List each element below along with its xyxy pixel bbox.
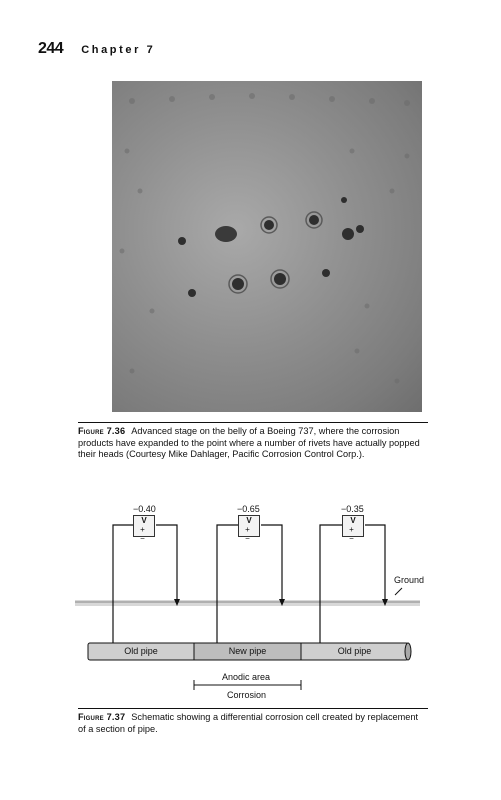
page-number: 244: [38, 40, 64, 57]
voltmeter-polarity: + −: [349, 525, 357, 543]
voltmeter-symbol: V: [350, 516, 356, 525]
photo-rivets: [112, 81, 422, 412]
figure-label: Figure 7.36: [78, 426, 126, 436]
figure-label: Figure 7.37: [78, 712, 126, 722]
pipe-section-old-right: Old pipe: [337, 646, 372, 656]
voltmeter-polarity: + −: [245, 525, 253, 543]
anodic-area-label: Anodic area: [222, 672, 271, 682]
corrosion-photo: [112, 81, 422, 412]
caption-text: Advanced stage on the belly of a Boeing 737, where the corrosion products have expanded to the point where a number of rivets have actually popped their heads (Courtesy Mike Dahlager, Pacific Corrosion Control Corp.).: [78, 426, 420, 459]
figure-7-36-caption: [78, 422, 428, 461]
voltmeter-symbol: V: [246, 516, 252, 525]
corrosion-label: Corrosion: [227, 690, 267, 700]
voltmeter-symbol: V: [141, 516, 147, 525]
voltmeter-3: [342, 515, 364, 543]
figure-7-37-caption: [78, 708, 428, 735]
meter-reading-1: −0.40: [133, 504, 156, 514]
corrosion-cell-schematic: [70, 495, 440, 705]
voltmeter-1: [133, 515, 155, 543]
meter-reading-3: −0.35: [341, 504, 364, 514]
page-header: [38, 40, 155, 60]
pipe-section-new: New pipe: [228, 646, 267, 656]
caption-text: Schematic showing a differential corrosion cell created by replacement of a section of pipe.: [78, 712, 419, 734]
ground-label: Ground: [394, 575, 425, 585]
voltmeter-polarity: + −: [140, 525, 148, 543]
voltmeter-2: [238, 515, 260, 543]
chapter-title: Chapter 7: [81, 44, 156, 56]
meter-reading-2: −0.65: [237, 504, 260, 514]
pipe-section-old-left: Old pipe: [124, 646, 158, 656]
